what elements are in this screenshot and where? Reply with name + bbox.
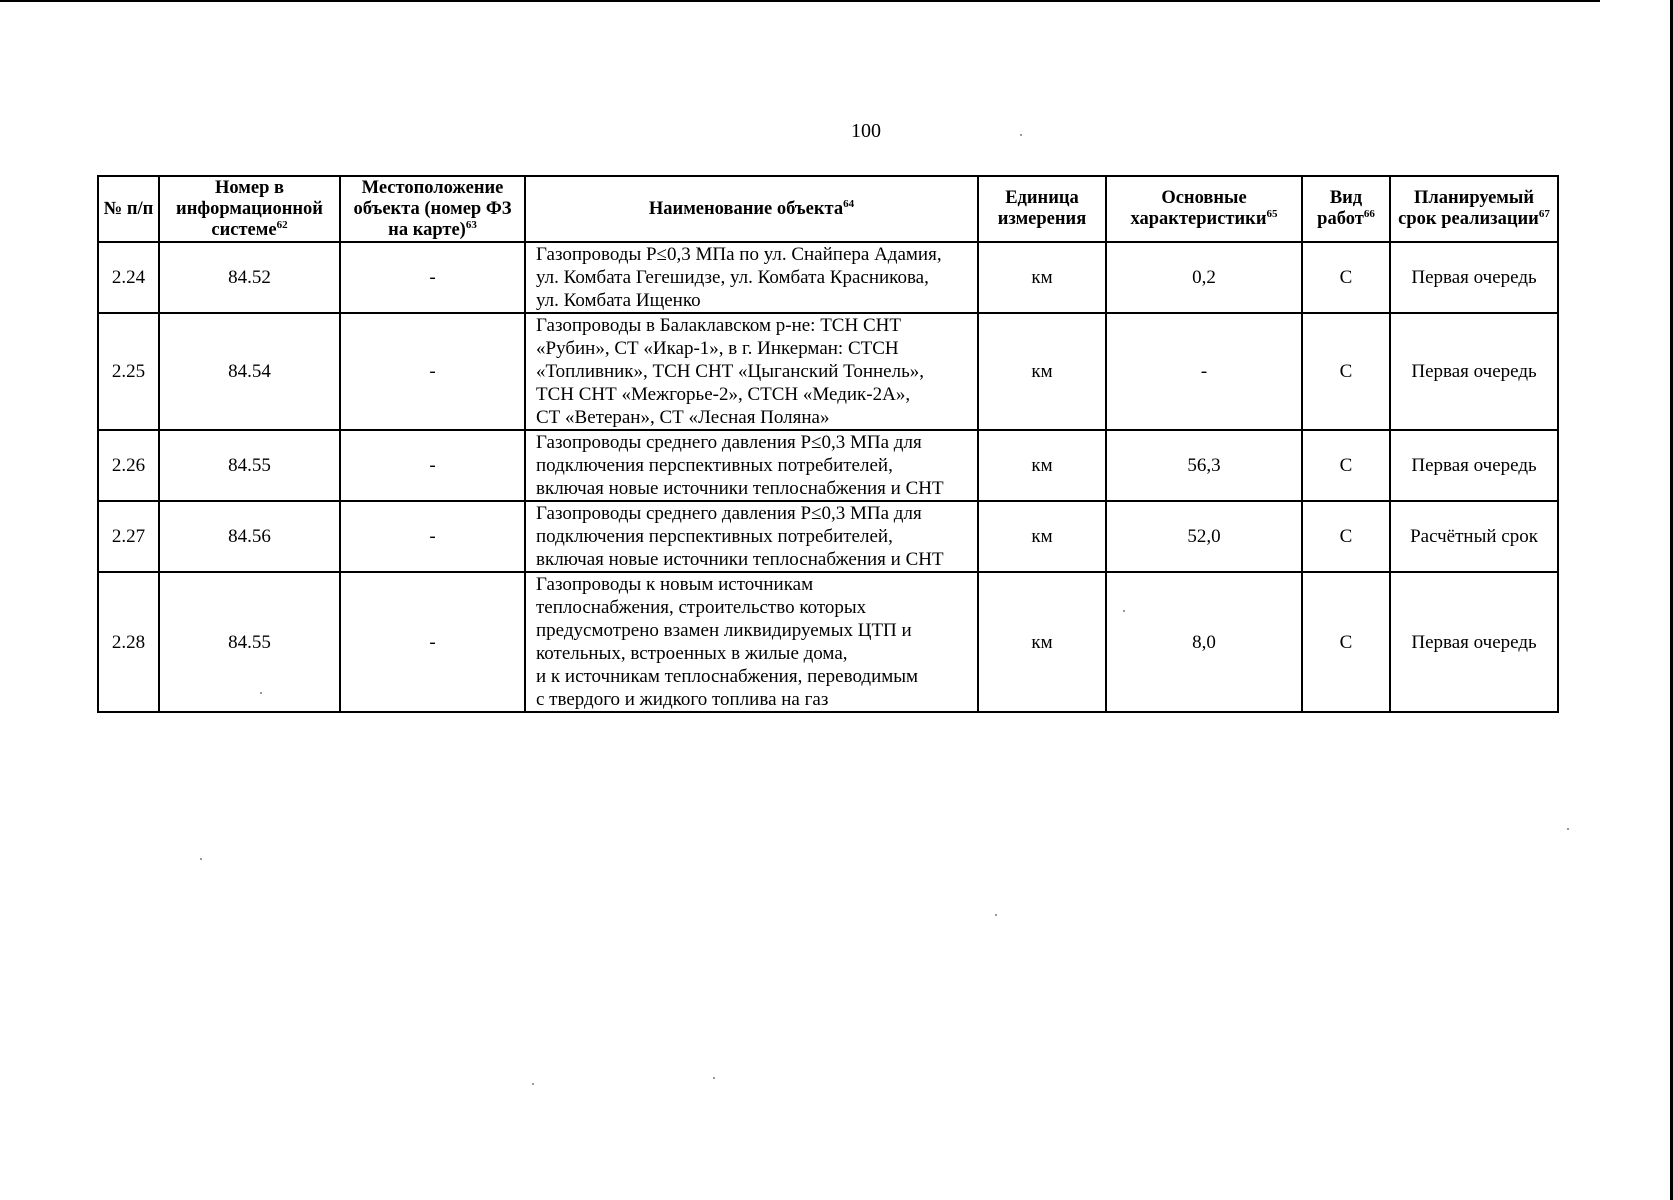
header-work-type-label: Вид работ xyxy=(1317,188,1364,229)
footnote-ref: 67 xyxy=(1538,207,1550,220)
row-num-cell: 2.24 xyxy=(98,242,159,313)
row-name-cell xyxy=(525,572,978,712)
row-deadline-cell: Расчётный срок xyxy=(1390,501,1558,572)
header-location-label: Местоположение объекта (номер ФЗ на карте) xyxy=(353,177,512,240)
header-characteristics-label: Основные характеристики xyxy=(1130,188,1267,229)
objects-table xyxy=(97,175,1559,713)
header-deadline-label: Планируемый срок реализации xyxy=(1398,188,1539,229)
footnote-ref: 65 xyxy=(1266,207,1278,220)
footnote-ref: 63 xyxy=(465,218,477,231)
row-work-type-cell: С xyxy=(1302,501,1390,572)
row-name-line: Газопроводы в Балаклавском р-не: ТСН СНТ xyxy=(536,315,901,336)
row-location-cell: - xyxy=(340,572,525,712)
header-num xyxy=(98,176,159,242)
row-characteristics-cell: 0,2 xyxy=(1106,242,1302,313)
row-deadline-cell: Первая очередь xyxy=(1390,313,1558,430)
header-unit xyxy=(978,176,1106,242)
header-name-label: Наименование объекта xyxy=(648,198,844,219)
row-num-cell: 2.25 xyxy=(98,313,159,430)
header-work-type xyxy=(1302,176,1390,242)
row-name-line: подключения перспективных потребителей, xyxy=(536,455,893,476)
row-name-line: предусмотрено взамен ликвидируемых ЦТП и xyxy=(536,620,912,641)
row-work-type-cell: С xyxy=(1302,313,1390,430)
row-num-cell: 2.27 xyxy=(98,501,159,572)
row-name-line: ул. Комбата Гегешидзе, ул. Комбата Красникова, xyxy=(536,267,929,288)
scan-speck xyxy=(532,1083,534,1085)
row-characteristics-cell: - xyxy=(1106,313,1302,430)
row-name-line: ул. Комбата Ищенко xyxy=(536,290,701,311)
row-name-cell xyxy=(525,501,978,572)
scan-speck xyxy=(200,858,202,860)
row-is-number-cell: 84.54 xyxy=(159,313,340,430)
table-row xyxy=(98,501,1558,572)
row-unit-cell: км xyxy=(978,430,1106,501)
row-name-line: Газопроводы к новым источникам xyxy=(536,574,814,595)
row-deadline-cell: Первая очередь xyxy=(1390,242,1558,313)
row-name-line: «Топливник», ТСН СНТ «Цыганский Тоннель», xyxy=(536,361,925,382)
row-unit-cell: км xyxy=(978,242,1106,313)
header-location xyxy=(340,176,525,242)
row-location-cell: - xyxy=(340,430,525,501)
row-characteristics-cell: 8,0 xyxy=(1106,572,1302,712)
scan-speck xyxy=(713,1077,715,1079)
row-location-cell: - xyxy=(340,313,525,430)
table-row xyxy=(98,572,1558,712)
row-num-cell: 2.28 xyxy=(98,572,159,712)
row-characteristics-cell: 56,3 xyxy=(1106,430,1302,501)
row-name-line: и к источникам теплоснабжения, переводимым xyxy=(536,666,919,687)
row-name-line: включая новые источники теплоснабжения и СНТ xyxy=(536,549,944,570)
row-name-line: теплоснабжения, строительство которых xyxy=(536,597,867,618)
row-name-line: подключения перспективных потребителей, xyxy=(536,526,893,547)
header-characteristics xyxy=(1106,176,1302,242)
row-name-cell xyxy=(525,430,978,501)
row-deadline-cell: Первая очередь xyxy=(1390,572,1558,712)
table-header-row xyxy=(98,176,1558,242)
scan-top-border xyxy=(0,0,1600,2)
row-unit-cell: км xyxy=(978,501,1106,572)
row-is-number-cell: 84.56 xyxy=(159,501,340,572)
row-name-line: СТ «Ветеран», СТ «Лесная Поляна» xyxy=(536,407,830,428)
row-deadline-cell: Первая очередь xyxy=(1390,430,1558,501)
row-name-line: «Рубин», СТ «Икар-1», в г. Инкерман: СТСН xyxy=(536,338,899,359)
row-name-cell xyxy=(525,313,978,430)
row-name-line: Газопроводы Р≤0,3 МПа по ул. Снайпера Адамия, xyxy=(536,244,942,265)
row-unit-cell: км xyxy=(978,313,1106,430)
row-work-type-cell: С xyxy=(1302,572,1390,712)
table-row xyxy=(98,313,1558,430)
row-characteristics-cell: 52,0 xyxy=(1106,501,1302,572)
row-num-cell: 2.26 xyxy=(98,430,159,501)
footnote-ref: 66 xyxy=(1363,207,1375,220)
page-number: 100 xyxy=(851,120,881,142)
row-is-number-cell: 84.55 xyxy=(159,430,340,501)
row-location-cell: - xyxy=(340,501,525,572)
header-unit-label: Единица измерения xyxy=(997,188,1087,229)
row-name-line: Газопроводы среднего давления Р≤0,3 МПа для xyxy=(536,503,922,524)
row-name-line: котельных, встроенных в жилые дома, xyxy=(536,643,848,664)
header-name xyxy=(525,176,978,242)
table-row xyxy=(98,242,1558,313)
row-work-type-cell: С xyxy=(1302,430,1390,501)
row-name-line: включая новые источники теплоснабжения и СНТ xyxy=(536,478,944,499)
row-is-number-cell: 84.55 xyxy=(159,572,340,712)
table-row xyxy=(98,430,1558,501)
header-num-label: № п/п xyxy=(103,198,154,219)
header-deadline xyxy=(1390,176,1558,242)
footnote-ref: 62 xyxy=(276,218,288,231)
row-name-line: с твердого и жидкого топлива на газ xyxy=(536,689,829,710)
row-name-cell xyxy=(525,242,978,313)
footnote-ref: 64 xyxy=(843,197,855,210)
scan-speck xyxy=(995,914,997,916)
header-is-number-label: Номер в информационной системе xyxy=(176,177,323,240)
header-is-number xyxy=(159,176,340,242)
row-unit-cell: км xyxy=(978,572,1106,712)
row-location-cell: - xyxy=(340,242,525,313)
scan-speck xyxy=(1567,828,1569,830)
row-is-number-cell: 84.52 xyxy=(159,242,340,313)
table-body xyxy=(98,242,1558,712)
row-name-line: Газопроводы среднего давления Р≤0,3 МПа для xyxy=(536,432,922,453)
row-name-line: ТСН СНТ «Межгорье-2», СТСН «Медик-2А», xyxy=(536,384,911,405)
row-work-type-cell: С xyxy=(1302,242,1390,313)
